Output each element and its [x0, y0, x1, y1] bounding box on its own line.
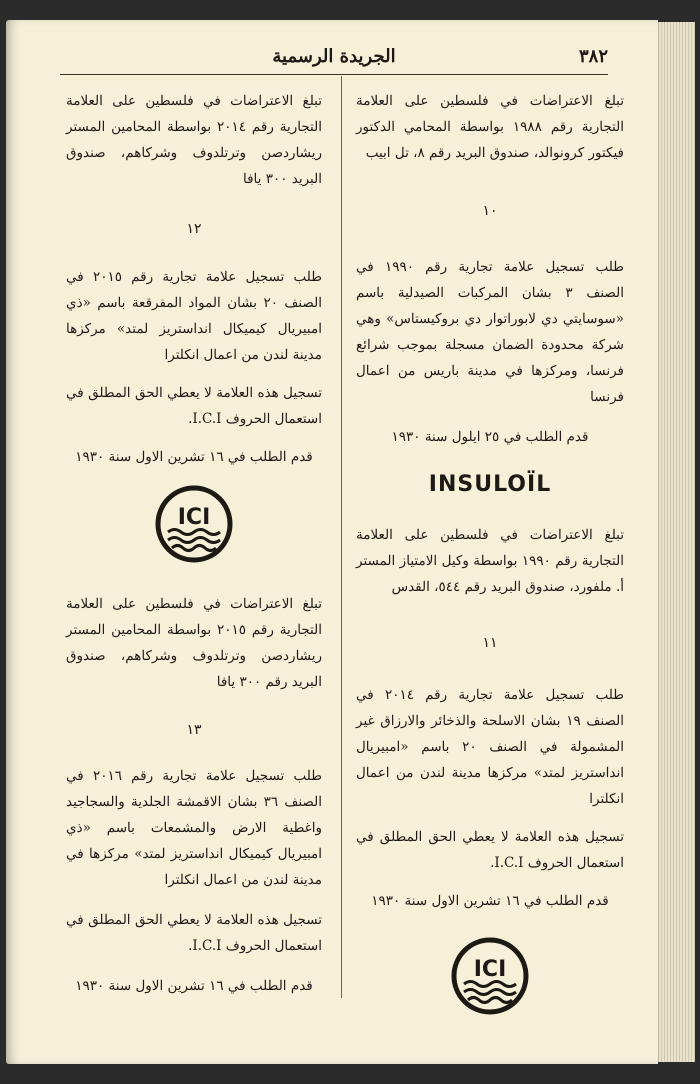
page-number: ٣٨٢: [578, 46, 608, 67]
section-number-12: ١٢: [186, 221, 202, 237]
section-number-10: ١٠: [482, 203, 498, 219]
page-header: [60, 46, 608, 72]
disclaimer-2015: تسجيل هذه العلامة لا يعطي الحق المطلق في استعمال الحروف I.C.I.: [66, 385, 322, 427]
ici-logo-right: [356, 936, 624, 1025]
header-rule: [60, 74, 608, 75]
filing-date-2016: قدم الطلب في ١٦ تشرين الاول سنة ١٩٣٠: [75, 978, 313, 994]
objections-notice-1988: تبلغ الاعتراضات في فلسطين على العلامة التجارية رقم ١٩٨٨ بواسطة المحامي الدكتور فيكتور كرونوالد، صندوق البريد رقم ٨، تل ابيب: [356, 93, 624, 161]
objections-notice-2014: تبلغ الاعتراضات في فلسطين على العلامة التجارية رقم ٢٠١٤ بواسطة المحامين المستر ريشاردصن وترتلدوف وشركاهم، صندوق البريد ٣٠٠ يافا: [66, 93, 322, 187]
left-column: [66, 80, 322, 999]
application-2014: طلب تسجيل علامة تجارية رقم ٢٠١٤ في الصنف ١٩ بشان الاسلحة والذخائر والارزاق غير المشمولة في الصنف ٢٠ باسم «امبيريال انداستريز لمتد» مركزها مدينة لندن من اعمال انكلترا: [356, 687, 625, 807]
right-column: [356, 80, 624, 1025]
section-number-11: ١١: [482, 635, 498, 651]
objections-notice-2015: تبلغ الاعتراضات في فلسطين على العلامة التجارية رقم ٢٠١٥ بواسطة المحامين المستر ريشاردصن وترتلدوف وشركاهم، صندوق البريد رقم ٣٠٠ يافا: [66, 596, 322, 690]
ici-logo-left: [66, 484, 322, 573]
disclaimer-2014: تسجيل هذه العلامة لا يعطي الحق المطلق في استعمال الحروف I.C.I.: [356, 829, 624, 871]
objections-notice-1990: تبلغ الاعتراضات في فلسطين على العلامة التجارية رقم ١٩٩٠ بواسطة وكيل الامتياز المستر أ. ملفورد، صندوق البريد رقم ٥٤٤، القدس: [356, 527, 624, 595]
ici-logo-letters: ICI: [473, 957, 507, 982]
filing-date-1990: قدم الطلب في ٢٥ ايلول سنة ١٩٣٠: [391, 429, 589, 445]
filing-date-2015: قدم الطلب في ١٦ تشرين الاول سنة ١٩٣٠: [75, 449, 313, 465]
page-title: الجريدة الرسمية: [272, 46, 396, 67]
disclaimer-2016: تسجيل هذه العلامة لا يعطي الحق المطلق في استعمال الحروف I.C.I.: [66, 912, 322, 954]
ici-logo-letters: ICI: [177, 505, 211, 530]
application-1990: طلب تسجيل علامة تجارية رقم ١٩٩٠ في الصنف ٣ بشان المركبات الصيدلية باسم «سوسايتي دي لابوراتوار دي بروكيستاس» وهي شركة محدودة الضمان مسجلة بموجب شرائع فرنسا، ومركزها في مدينة باريس من اعمال فرنسا: [356, 259, 625, 405]
ici-logo-icon: [450, 936, 530, 1016]
column-divider: [341, 76, 342, 998]
section-number-13: ١٣: [186, 722, 202, 738]
application-2016: طلب تسجيل علامة تجارية رقم ٢٠١٦ في الصنف ٣٦ بشان الاقمشة الجلدية والسجاجيد واغطية الارض والمشمعات باسم «ذي امبيريال كيميكال انداستريز لمتد» مركزها في مدينة لندن من اعمال انكلترا: [66, 768, 323, 888]
ici-logo-icon: [154, 484, 234, 564]
trademark-insuloil: INSULOÏL: [428, 472, 552, 497]
book-page-edges: [658, 22, 695, 1062]
application-2015: طلب تسجيل علامة تجارية رقم ٢٠١٥ في الصنف ٢٠ بشان المواد المفرقعة باسم «ذي امبيريال كيميكال انداستريز لمتد» مركزها مدينة لندن من اعمال انكلترا: [66, 269, 323, 363]
filing-date-2014: قدم الطلب في ١٦ تشرين الاول سنة ١٩٣٠: [371, 893, 609, 909]
